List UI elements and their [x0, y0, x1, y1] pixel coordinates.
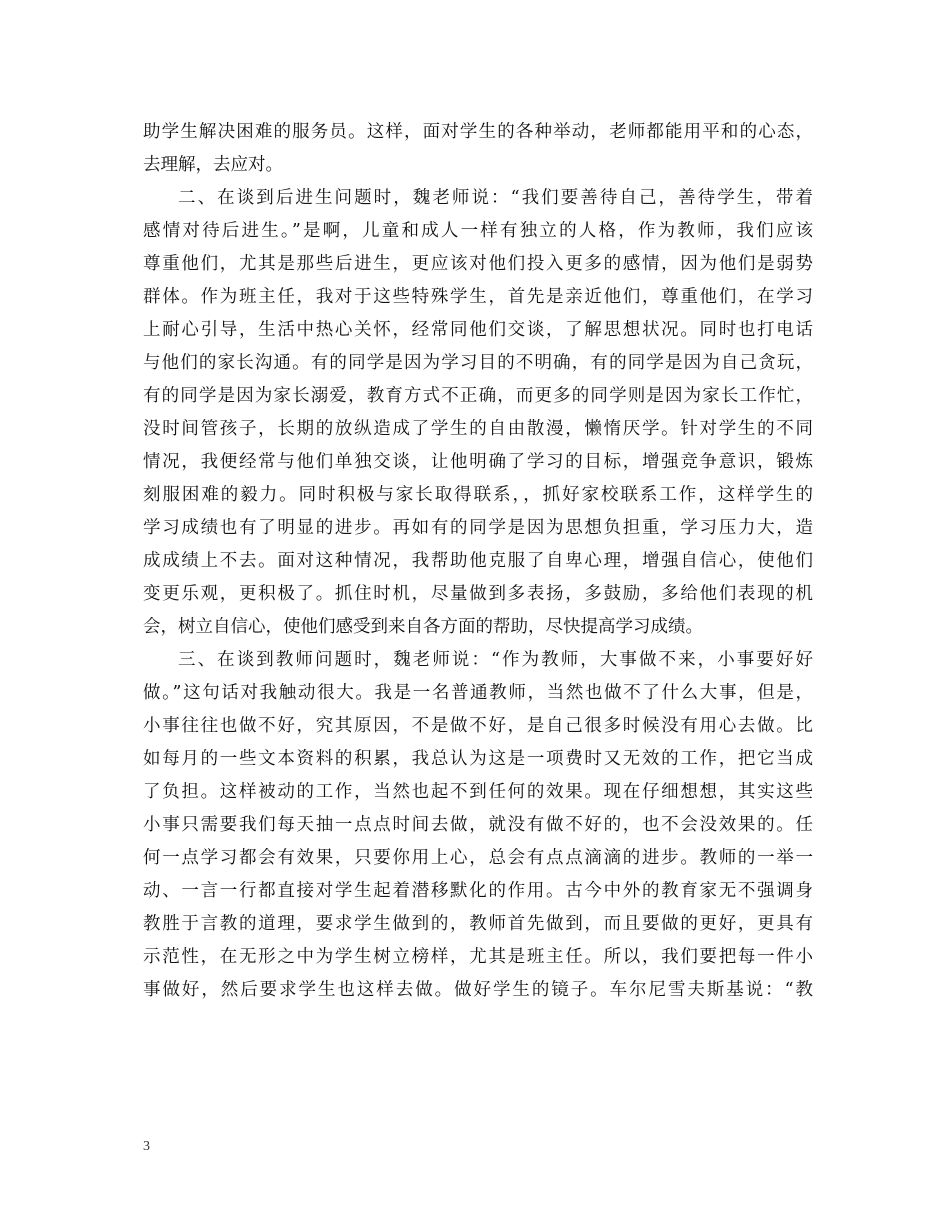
text-line: 群体。作为班主任，我对于这些特殊学生，首先是亲近他们，尊重他们，在学习	[143, 287, 813, 307]
paragraph-start-line: 三、在谈到教师问题时，魏老师说：“作为教师，大事做不来，小事要好好	[178, 650, 813, 670]
text-line: 尊重他们，尤其是那些后进生，更应该对他们投入更多的感情，因为他们是弱势	[143, 254, 813, 274]
text-line: 成成绩上不去。面对这种情况，我帮助他克服了自卑心理，增强自信心，使他们	[143, 551, 813, 571]
text-line: 刻服困难的毅力。同时积极与家长取得联系，，抓好家校联系工作，这样学生的	[143, 485, 813, 505]
text-line: 示范性，在无形之中为学生树立榜样，尤其是班主任。所以，我们要把每一件小	[143, 947, 813, 967]
text-line: 学习成绩也有了明显的进步。再如有的同学是因为思想负担重，学习压力大，造	[143, 518, 813, 538]
text-line: 有的同学是因为家长溺爱，教育方式不正确，而更多的同学则是因为家长工作忙，	[143, 386, 813, 406]
text-line: 了负担。这样被动的工作，当然也起不到任何的效果。现在仔细想想，其实这些	[143, 782, 813, 802]
text-line: 教胜于言教的道理，要求学生做到的，教师首先做到，而且要做的更好，更具有	[143, 914, 813, 934]
text-line: 动、一言一行都直接对学生起着潜移默化的作用。古今中外的教育家无不强调身	[143, 881, 813, 901]
text-line: 事做好，然后要求学生也这样去做。做好学生的镜子。车尔尼雪夫斯基说：“教	[143, 980, 813, 1000]
text-line: 做。”这句话对我触动很大。我是一名普通教师，当然也做不了什么大事，但是，	[143, 683, 813, 703]
text-line: 与他们的家长沟通。有的同学是因为学习目的不明确，有的同学是因为自己贪玩，	[143, 353, 813, 373]
text-line: 上耐心引导，生活中热心关怀，经常同他们交谈，了解思想状况。同时也打电话	[143, 320, 813, 340]
text-line: 何一点学习都会有效果，只要你用上心，总会有点点滴滴的进步。教师的一举一	[143, 848, 813, 868]
text-line: 去理解，去应对。	[143, 155, 283, 175]
text-line: 没时间管孩子，长期的放纵造成了学生的自由散漫，懒惰厌学。针对学生的不同	[143, 419, 813, 439]
text-line: 会，树立自信心，使他们感受到来自各方面的帮助，尽快提高学习成绩。	[143, 617, 703, 637]
text-line: 助学生解决困难的服务员。这样，面对学生的各种举动，老师都能用平和的心态，	[143, 122, 813, 142]
text-line: 如每月的一些文本资料的积累，我总认为这是一项费时又无效的工作，把它当成	[143, 749, 813, 769]
paragraph-start-line: 二、在谈到后进生问题时，魏老师说：“我们要善待自己，善待学生，带着	[178, 188, 813, 208]
text-line: 小事只需要我们每天抽一点点时间去做，就没有做不好的，也不会没效果的。任	[143, 815, 813, 835]
text-line: 变更乐观，更积极了。抓住时机，尽量做到多表扬，多鼓励，多给他们表现的机	[143, 584, 813, 604]
page-number: 3	[143, 1139, 150, 1154]
text-line: 小事往往也做不好，究其原因，不是做不好，是自己很多时候没有用心去做。比	[143, 716, 813, 736]
body-text	[143, 116, 813, 1007]
text-line: 感情对待后进生。”是啊，儿童和成人一样有独立的人格，作为教师，我们应该	[143, 221, 813, 241]
text-line: 情况，我便经常与他们单独交谈，让他明确了学习的目标，增强竞争意识，锻炼	[143, 452, 813, 472]
